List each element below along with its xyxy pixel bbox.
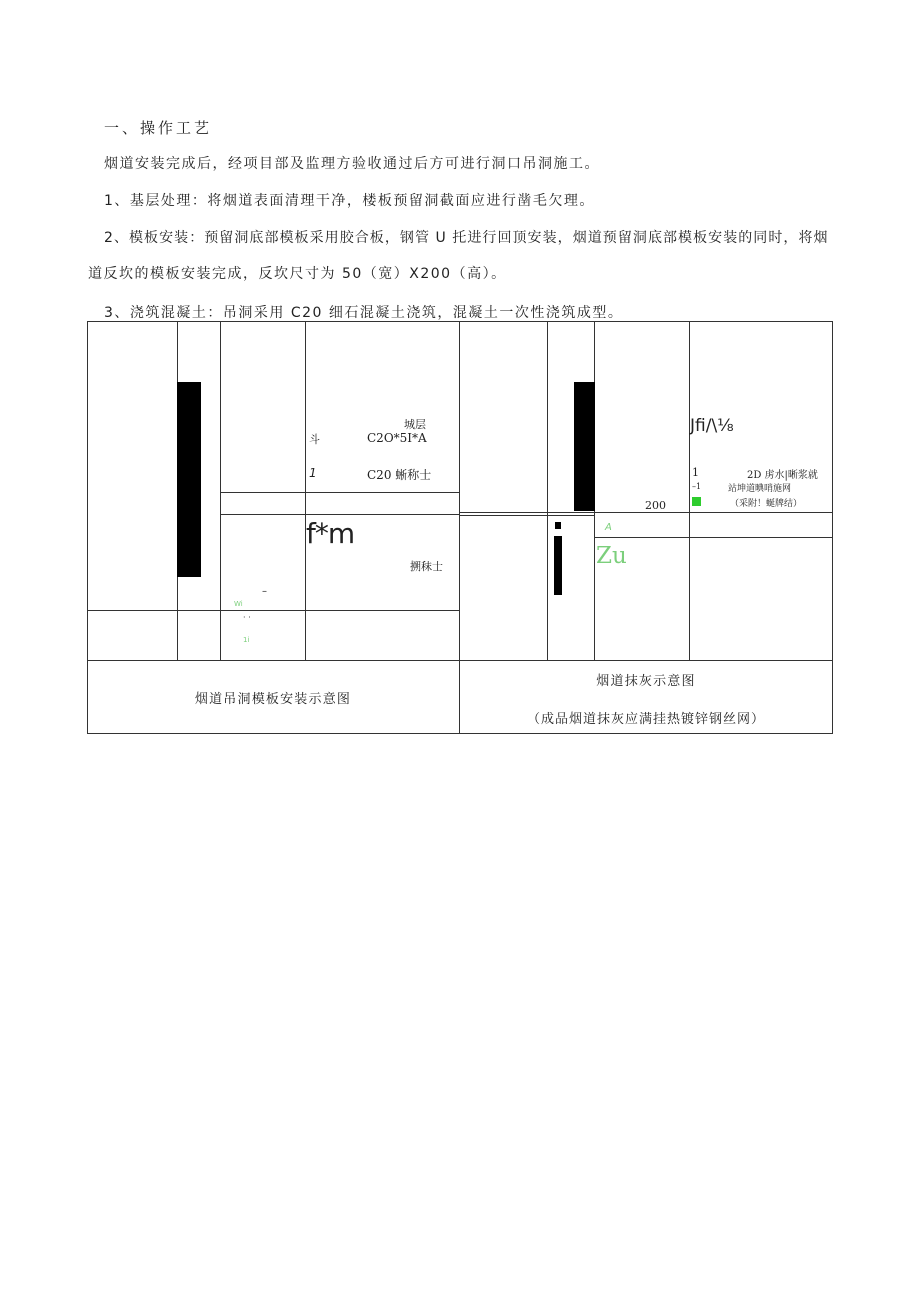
paragraph-intro: 烟道安装完成后，经项目部及监理方验收通过后方可进行洞口吊洞施工。 [104, 156, 600, 172]
right-caption-note: （成品烟道抹灰应满挂热镀锌钢丝网） [526, 712, 765, 727]
right-big-text-dot [555, 522, 561, 529]
table-border-left [87, 321, 88, 734]
left-label-1: 城层 [404, 418, 426, 431]
paragraph-step3: 3、浇筑混凝土：吊洞采用 C20 细石混凝土浇筑，混凝土一次性浇筑成型。 [104, 305, 624, 321]
paragraph-step1: 1、基层处理：将烟道表面清理干净，楼板预留洞截面应进行凿毛欠理。 [104, 193, 595, 209]
right-big-text [554, 536, 562, 595]
left-label-3: C20 蜥称士 [367, 468, 432, 482]
table-border-right [832, 321, 833, 734]
left-label-2: C2O*5I*A [367, 431, 427, 445]
paragraph-step2-line2: 道反坎的模板安装完成，反坎尺寸为 50（宽）X200（高）。 [88, 266, 507, 282]
table-border-top [87, 321, 833, 322]
section-heading: 一、操作工艺 [104, 119, 213, 137]
left-small-3: · · [243, 613, 251, 622]
right-label-2-prefix: –1 [692, 482, 702, 491]
right-green-big: Zu [596, 543, 627, 569]
table-border-bottom [87, 733, 833, 734]
right-number-200: 200 [645, 499, 666, 512]
left-small-4: 1i [243, 636, 250, 644]
left-label-3-prefix: 1 [309, 466, 317, 480]
right-label-3: （采附！蜒牌结） [730, 499, 803, 509]
left-big-text: f*m [306, 517, 355, 550]
left-label-2-prefix: 斗 [309, 433, 320, 446]
right-green-small: A [605, 522, 612, 533]
caption-row-divider [87, 660, 833, 661]
right-label-1-prefix: 1 [692, 466, 699, 479]
left-small-1: Wi [234, 600, 243, 608]
paragraph-step2-line1: 2、模板安装：预留洞底部模板采用胶合板，钢管 U 托进行回顶安装，烟道预留洞底部模板安装的同时，将烟 [104, 230, 829, 246]
right-wall-block [574, 382, 595, 511]
right-green-box [692, 497, 701, 506]
left-label-4: 搠秣士 [410, 560, 443, 573]
left-wall-block [177, 382, 201, 577]
right-label-top: Jfi/\⅛ [690, 416, 734, 436]
left-small-2: – [262, 586, 267, 597]
right-label-1: 2D 虏水|晰浆就 [747, 470, 818, 481]
left-caption: 烟道吊洞模板安装示意图 [194, 692, 352, 707]
right-caption-title: 烟道抹灰示意图 [596, 674, 696, 689]
right-label-2: 站坤道晪哨施网 [728, 484, 792, 494]
